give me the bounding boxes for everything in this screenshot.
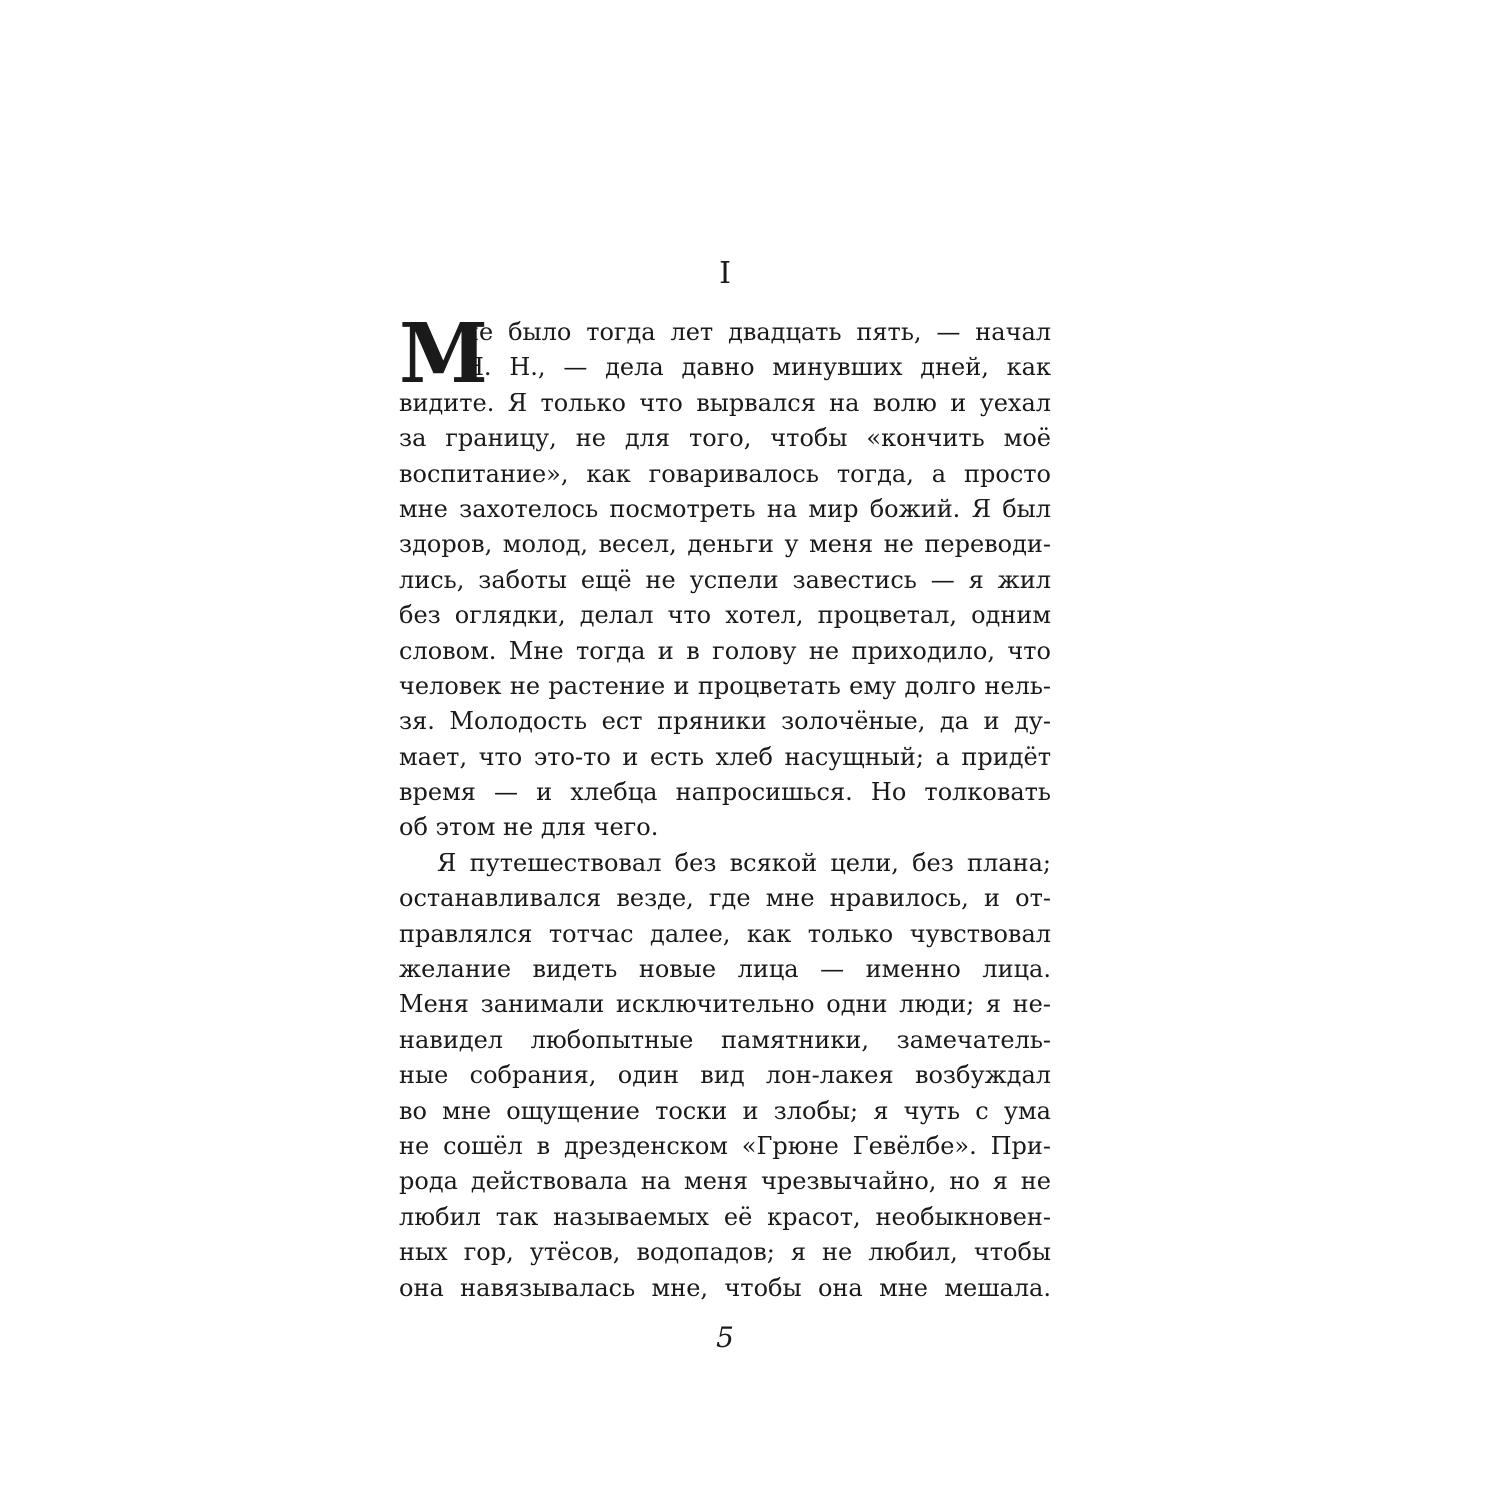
text-line: ных гор, утёсов, водопадов; я не любил, чтобы: [399, 1238, 1051, 1267]
text-line: словом. Мне тогда и в голову не приходило, что: [399, 636, 1051, 665]
text-line: воспитание», как говаривалось тогда, а просто: [399, 459, 1051, 488]
text-line: зя. Молодость ест пряники золочёные, да и ду-: [399, 707, 1051, 736]
text-line: не сошёл в дрезденском «Грюне Гевёлбе». При-: [399, 1131, 1051, 1160]
text-line: об этом не для чего.: [399, 813, 659, 842]
paragraph-1: [399, 306, 1051, 846]
drop-cap: М: [399, 306, 488, 402]
text-line: человек не растение и процветать ему долго нель-: [399, 671, 1051, 700]
text-body: [399, 306, 1051, 1306]
text-line: Н. Н., — дела давно минувших дней, как: [463, 353, 1051, 382]
page-number: 5: [716, 1321, 734, 1354]
text-line: правлялся тотчас далее, как только чувствовал: [399, 919, 1051, 948]
text-line: лись, заботы ещё не успели завестись — я жил: [399, 565, 1051, 594]
text-line: ные собрания, один вид лон-лакея возбуждал: [399, 1061, 1051, 1090]
text-line: мает, что это-то и есть хлеб насущный; а придёт: [399, 742, 1051, 771]
text-line: любил так называемых её красот, необыкновен-: [399, 1202, 1051, 1231]
text-line: она навязывалась мне, чтобы она мне мешала.: [399, 1273, 1051, 1302]
text-line: во мне ощущение тоски и злобы; я чуть с ума: [399, 1096, 1051, 1125]
text-line: Меня занимали исключительно одни люди; я не-: [399, 990, 1051, 1019]
text-line: время — и хлебца напросишься. Но толковать: [399, 778, 1051, 807]
text-line: останавливался везде, где мне нравилось, и от-: [399, 884, 1051, 913]
text-line: не было тогда лет двадцать пять, — начал: [463, 318, 1051, 346]
text-line: рода действовала на меня чрезвычайно, но я не: [399, 1167, 1051, 1196]
text-line: Я путешествовал без всякой цели, без плана;: [437, 848, 1051, 877]
text-line: за границу, не для того, чтобы «кончить моё: [399, 424, 1051, 453]
text-line: мне захотелось посмотреть на мир божий. Я был: [399, 494, 1051, 523]
text-line: желание видеть новые лица — именно лица.: [399, 955, 1051, 984]
text-line: здоров, молод, весел, деньги у меня не переводи-: [399, 530, 1051, 559]
chapter-number: I: [719, 256, 731, 291]
text-line: без оглядки, делал что хотел, процветал, одним: [399, 601, 1051, 630]
text-line: видите. Я только что вырвался на волю и уехал: [399, 388, 1051, 417]
text-line: навидел любопытные памятники, замечатель-: [399, 1025, 1051, 1054]
paragraph-2: [399, 846, 1051, 1306]
